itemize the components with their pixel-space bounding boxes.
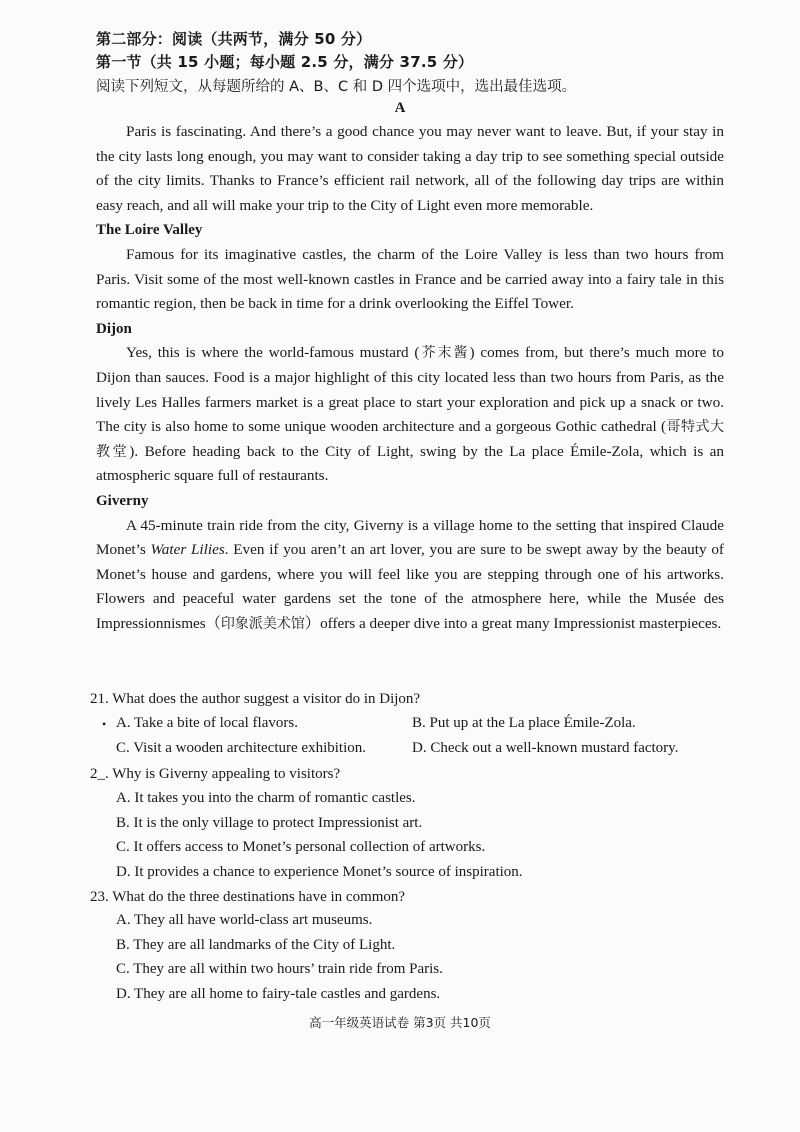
section-heading-dijon: Dijon	[96, 320, 132, 337]
question-22-stem: 2_. Why is Giverny appealing to visitors?	[90, 766, 341, 782]
dijon-note-cathedral: 哥特式大教堂	[96, 419, 725, 460]
giverny-text-3: ）offers a deeper dive into a great many Impressionist masterpieces.	[304, 614, 722, 632]
q23-option-a: A. They all have world-class art museums.	[116, 912, 373, 928]
loire-paragraph: Famous for its imaginative castles, the charm of the Loire Valley is less than two hours from Paris. Visit some of the most well-known castles in France and be carried away into a fairy tale in this romantic region, then be back in time for a drink overlooking the Eiffel Tower.	[96, 245, 724, 313]
part-heading: 第二部分：阅读（共两节，满分 50 分）	[96, 30, 372, 48]
dijon-paragraph	[96, 341, 724, 489]
dijon-text-3: ). Before heading back to the City of Light, swing by the La place Émile-Zola, which is an atmospheric square full of restaurants.	[96, 442, 725, 485]
passage-body	[96, 120, 724, 636]
section-heading-loire: The Loire Valley	[96, 222, 203, 239]
q22-option-d: D. It provides a chance to experience Monet’s source of inspiration.	[116, 864, 523, 880]
giverny-paragraph	[96, 514, 724, 637]
q21-option-b: B. Put up at the La place Émile-Zola.	[412, 715, 636, 731]
q21-option-c: C. Visit a wooden architecture exhibition.	[116, 740, 367, 756]
section-heading: 第一节（共 15 小题；每小题 2.5 分，满分 37.5 分）	[96, 53, 474, 71]
passage-letter: A	[394, 100, 406, 116]
section-heading-giverny: Giverny	[96, 492, 149, 509]
q22-option-b: B. It is the only village to protect Impressionist art.	[116, 815, 423, 831]
giverny-text-2: . Even if you aren’t an art lover, you are sure to be swept away by the beauty of Monet’s house and gardens, where you will feel like you are stepping through one of his artworks. Flowers and peaceful water gardens set the tone of the atmosphere here, while the Musée des Impressionnismes（	[96, 541, 724, 632]
dijon-note-mustard: 芥末酱	[419, 345, 470, 362]
q23-option-b: B. They are all landmarks of the City of Light.	[116, 937, 396, 953]
mark-dot: •	[102, 717, 107, 731]
dijon-text-1: Yes, this is where the world-famous mustard (	[126, 344, 420, 362]
q23-option-c: C. They are all within two hours’ train ride from Paris.	[116, 961, 443, 977]
giverny-note-museum: 印象派美术馆	[220, 615, 305, 632]
q22-option-c: C. It offers access to Monet’s personal collection of artworks.	[116, 839, 486, 855]
giverny-text-1: A 45-minute train ride from the city, Giverny is a village home to the setting that inspired Claude Monet’s	[96, 516, 724, 559]
q21-option-d: D. Check out a well-known mustard factory.	[412, 740, 679, 756]
dijon-text-2: ) comes from, but there’s much more to Dijon than sauces. Food is a major highlight of this city located less than two hours from Paris, as the lively Les Halles farmers market is a great place to start your exploration and pick up a snack or two. The city is also home to some unique wooden architecture and a gorgeous Gothic cathedral (	[96, 344, 724, 436]
giverny-italic-title: Water Lilies	[150, 541, 225, 559]
instruction-text: 阅读下列短文，从每题所给的 A、B、C 和 D 四个选项中，选出最佳选项。	[96, 79, 577, 95]
question-21-stem: 21. What does the author suggest a visitor do in Dijon?	[90, 691, 421, 707]
intro-paragraph: Paris is fascinating. And there’s a good chance you may never want to leave. But, if your stay in the city lasts long enough, you may want to consider taking a day trip to see something special outside of the city limits. Thanks to France’s efficient rail network, all of the following day trips are within easy reach, and all will make your trip to the City of Light even more memorable.	[96, 123, 724, 214]
question-23-stem: 23. What do the three destinations have in common?	[90, 889, 406, 905]
q21-option-a: A. Take a bite of local flavors.	[116, 715, 298, 731]
page-footer: 高一年级英语试卷 第3页 共10页	[309, 1015, 491, 1030]
q22-option-a: A. It takes you into the charm of romantic castles.	[116, 790, 416, 806]
q23-option-d: D. They are all home to fairy-tale castles and gardens.	[116, 986, 441, 1002]
